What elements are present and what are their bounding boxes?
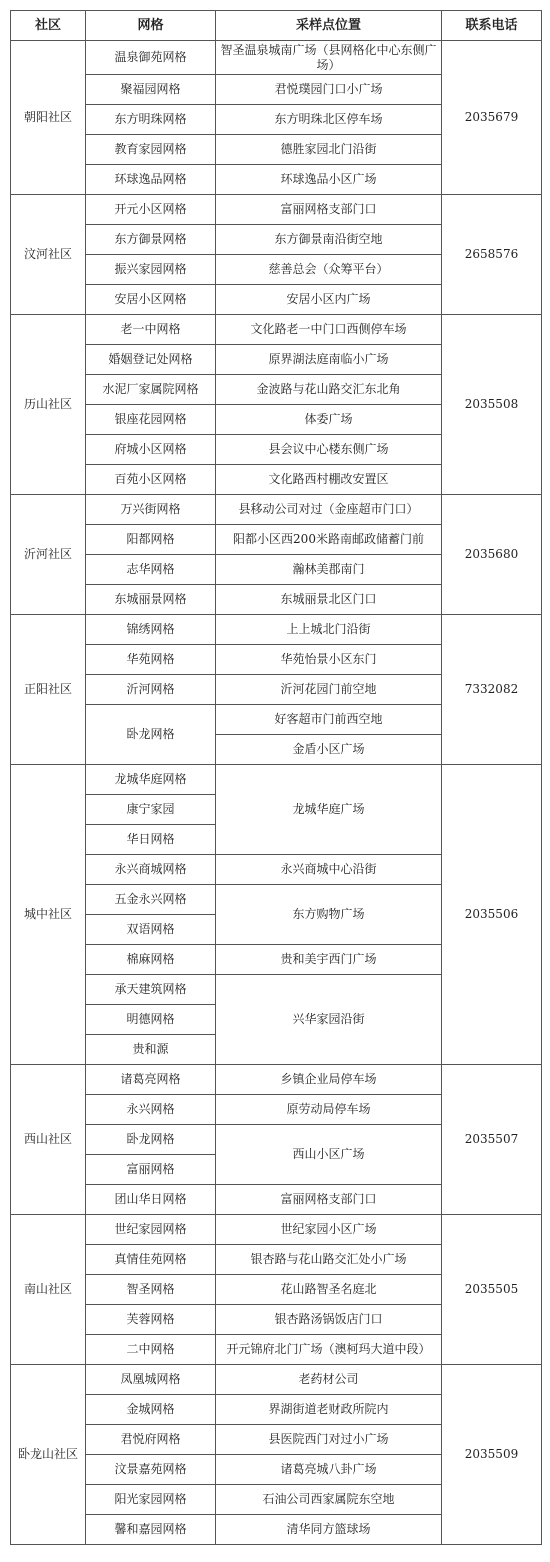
grid-name: 府城小区网格	[86, 435, 216, 465]
site-location: 东方御景南沿街空地	[216, 225, 442, 255]
community-name: 城中社区	[11, 765, 86, 1065]
header-site: 采样点位置	[216, 11, 442, 41]
site-location: 体委广场	[216, 405, 442, 435]
site-location: 环球逸品小区广场	[216, 165, 442, 195]
grid-name: 锦绣网格	[86, 615, 216, 645]
header-grid: 网格	[86, 11, 216, 41]
community-name: 汶河社区	[11, 195, 86, 315]
community-name: 卧龙山社区	[11, 1365, 86, 1545]
site-location: 金波路与花山路交汇东北角	[216, 375, 442, 405]
site-location: 开元锦府北门广场（澳柯玛大道中段）	[216, 1335, 442, 1365]
community-name: 南山社区	[11, 1215, 86, 1365]
grid-name: 万兴街网格	[86, 495, 216, 525]
site-location: 永兴商城中心沿街	[216, 855, 442, 885]
site-location: 原界湖法庭南临小广场	[216, 345, 442, 375]
header-community: 社区	[11, 11, 86, 41]
grid-name: 富丽网格	[86, 1155, 216, 1185]
grid-name: 教育家园网格	[86, 135, 216, 165]
site-location: 西山小区广场	[216, 1125, 442, 1185]
grid-name: 环球逸品网格	[86, 165, 216, 195]
grid-name: 阳都网格	[86, 525, 216, 555]
grid-name: 二中网格	[86, 1335, 216, 1365]
grid-name: 承天建筑网格	[86, 975, 216, 1005]
site-location: 兴华家园沿街	[216, 975, 442, 1065]
contact-phone: 2035505	[442, 1215, 542, 1365]
site-location: 沂河花园门前空地	[216, 675, 442, 705]
grid-name: 东方御景网格	[86, 225, 216, 255]
site-location: 界湖街道老财政所院内	[216, 1395, 442, 1425]
grid-name: 芙蓉网格	[86, 1305, 216, 1335]
site-location: 花山路智圣名庭北	[216, 1275, 442, 1305]
site-location: 东城丽景北区门口	[216, 585, 442, 615]
grid-name: 团山华日网格	[86, 1185, 216, 1215]
community-name: 西山社区	[11, 1065, 86, 1215]
grid-name: 诸葛亮网格	[86, 1065, 216, 1095]
grid-name: 棉麻网格	[86, 945, 216, 975]
grid-name: 凤凰城网格	[86, 1365, 216, 1395]
site-location: 县移动公司对过（金座超市门口）	[216, 495, 442, 525]
site-location: 世纪家园小区广场	[216, 1215, 442, 1245]
grid-name: 龙城华庭网格	[86, 765, 216, 795]
grid-name: 明德网格	[86, 1005, 216, 1035]
grid-name: 五金永兴网格	[86, 885, 216, 915]
site-location: 智圣温泉城南广场（县网格化中心东侧广场）	[216, 41, 442, 75]
site-location: 君悦璞园门口小广场	[216, 75, 442, 105]
grid-name: 永兴商城网格	[86, 855, 216, 885]
grid-name: 东城丽景网格	[86, 585, 216, 615]
grid-name: 华日网格	[86, 825, 216, 855]
site-location: 乡镇企业局停车场	[216, 1065, 442, 1095]
site-location: 上上城北门沿街	[216, 615, 442, 645]
site-location: 龙城华庭广场	[216, 765, 442, 855]
grid-name: 君悦府网格	[86, 1425, 216, 1455]
site-location: 瀚林美郡南门	[216, 555, 442, 585]
site-location: 慈善总会（众筹平台）	[216, 255, 442, 285]
site-location: 德胜家园北门沿街	[216, 135, 442, 165]
grid-name: 东方明珠网格	[86, 105, 216, 135]
grid-name: 卧龙网格	[86, 705, 216, 765]
site-location: 安居小区内广场	[216, 285, 442, 315]
grid-name: 贵和源	[86, 1035, 216, 1065]
grid-name: 阳光家园网格	[86, 1485, 216, 1515]
site-location: 清华同方篮球场	[216, 1515, 442, 1545]
site-location: 富丽网格支部门口	[216, 195, 442, 225]
contact-phone: 2035509	[442, 1365, 542, 1545]
site-location: 银杏路汤锅饭店门口	[216, 1305, 442, 1335]
grid-name: 智圣网格	[86, 1275, 216, 1305]
grid-name: 馨和嘉园网格	[86, 1515, 216, 1545]
site-location: 华苑怡景小区东门	[216, 645, 442, 675]
site-location: 贵和美宇西门广场	[216, 945, 442, 975]
grid-name: 华苑网格	[86, 645, 216, 675]
site-location: 富丽网格支部门口	[216, 1185, 442, 1215]
grid-name: 汶景嘉苑网格	[86, 1455, 216, 1485]
grid-name: 百苑小区网格	[86, 465, 216, 495]
grid-name: 水泥厂家属院网格	[86, 375, 216, 405]
grid-name: 双语网格	[86, 915, 216, 945]
grid-name: 永兴网格	[86, 1095, 216, 1125]
contact-phone: 2035680	[442, 495, 542, 615]
site-location: 东方购物广场	[216, 885, 442, 945]
grid-name: 老一中网格	[86, 315, 216, 345]
grid-name: 志华网格	[86, 555, 216, 585]
site-location: 县医院西门对过小广场	[216, 1425, 442, 1455]
community-name: 历山社区	[11, 315, 86, 495]
site-location: 文化路西村棚改安置区	[216, 465, 442, 495]
site-location: 东方明珠北区停车场	[216, 105, 442, 135]
contact-phone: 2035508	[442, 315, 542, 495]
contact-phone: 2658576	[442, 195, 542, 315]
grid-name: 聚福园网格	[86, 75, 216, 105]
site-location: 金盾小区广场	[216, 735, 442, 765]
contact-phone: 2035679	[442, 41, 542, 195]
grid-name: 温泉御苑网格	[86, 41, 216, 75]
site-location: 银杏路与花山路交汇处小广场	[216, 1245, 442, 1275]
grid-name: 安居小区网格	[86, 285, 216, 315]
community-name: 正阳社区	[11, 615, 86, 765]
grid-name: 沂河网格	[86, 675, 216, 705]
grid-name: 开元小区网格	[86, 195, 216, 225]
site-location: 县会议中心楼东侧广场	[216, 435, 442, 465]
site-location: 原劳动局停车场	[216, 1095, 442, 1125]
grid-name: 婚姻登记处网格	[86, 345, 216, 375]
site-location: 石油公司西家属院东空地	[216, 1485, 442, 1515]
sampling-sites-table	[10, 10, 542, 1545]
site-location: 老药材公司	[216, 1365, 442, 1395]
grid-name: 振兴家园网格	[86, 255, 216, 285]
community-name: 沂河社区	[11, 495, 86, 615]
site-location: 诸葛亮城八卦广场	[216, 1455, 442, 1485]
grid-name: 世纪家园网格	[86, 1215, 216, 1245]
community-name: 朝阳社区	[11, 41, 86, 195]
contact-phone: 2035507	[442, 1065, 542, 1215]
grid-name: 卧龙网格	[86, 1125, 216, 1155]
grid-name: 金城网格	[86, 1395, 216, 1425]
contact-phone: 2035506	[442, 765, 542, 1065]
site-location: 好客超市门前西空地	[216, 705, 442, 735]
grid-name: 银座花园网格	[86, 405, 216, 435]
grid-name: 真情佳苑网格	[86, 1245, 216, 1275]
contact-phone: 7332082	[442, 615, 542, 765]
site-location: 文化路老一中门口西侧停车场	[216, 315, 442, 345]
grid-name: 康宁家园	[86, 795, 216, 825]
header-phone: 联系电话	[442, 11, 542, 41]
site-location: 阳都小区西200米路南邮政储蓄门前	[216, 525, 442, 555]
